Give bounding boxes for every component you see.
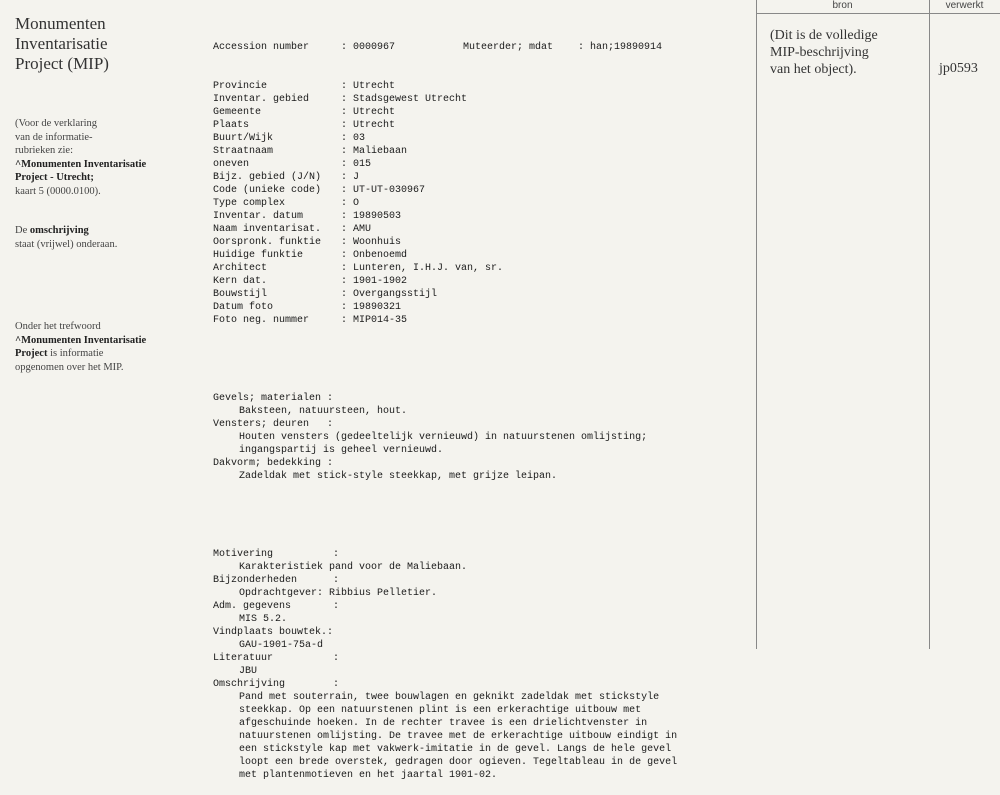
bron-note (770, 27, 920, 78)
section-heading: Bijzonderheden : (213, 575, 340, 586)
column-divider (929, 0, 930, 649)
section-list-2 (213, 548, 748, 782)
field-label: Datum foto (213, 302, 274, 313)
bron-line: (Dit is de volledige (770, 28, 878, 43)
field-label: Code (unieke code) (213, 185, 322, 196)
field-value: : J (341, 172, 360, 183)
field-label: Buurt/Wijk (213, 133, 274, 144)
field-value: : O (341, 198, 360, 209)
field-value: : Stadsgewest Utrecht (341, 94, 468, 105)
sidebar (15, 14, 185, 373)
section-body: Karakteristiek pand voor de Maliebaan. (239, 562, 468, 573)
field-label: Accession number (213, 42, 310, 53)
section-body: Zadeldak met stick-style steekkap, met grijze leipan. (239, 471, 558, 482)
section-body: GAU-1901-75a-d (239, 640, 324, 651)
note-bold: Project (15, 348, 48, 359)
field-list (213, 80, 748, 327)
field-value: : Utrecht (341, 107, 396, 118)
sidebar-title (15, 14, 185, 74)
bron-line: van het object). (770, 62, 857, 77)
note-line: van de informatie- (15, 131, 93, 143)
field-value: : 03 (341, 133, 366, 144)
field-label: oneven (213, 159, 250, 170)
field-label: Kern dat. (213, 276, 268, 287)
record-row (213, 236, 748, 249)
section-body: Pand met souterrain, twee bouwlagen en geknikt zadeldak met stickstyle steekkap. Op een natuurstenen plint is een erkerachtige uitbouw met afgeschuinde hoeken. In de rechter travee is een drielichtvenster in natuurstenen omlijsting. De travee met de erkerachtige uitbouw eindigt in een stickstyle kap met vakwerk-imitatie in de gevel. Langs de hele gevel loopt een brede overstek, gedragen door ogieven. Tegeltableau in de gevel met plantenmotieven en het jaartal 1901-02. (239, 692, 678, 781)
section-body: Houten vensters (gedeeltelijk vernieuwd) in natuurstenen omlijsting; ingangspartij is geheel vernieuwd. (239, 432, 648, 456)
record-row (213, 223, 748, 236)
section-body: MIS 5.2. (239, 614, 288, 625)
section-list-1 (213, 392, 748, 483)
field-label: Architect (213, 263, 268, 274)
title-line: Monumenten (15, 14, 106, 33)
note-bold: ^Monumenten Inventarisatie (15, 334, 147, 346)
record-row (213, 184, 748, 197)
keyword-note (15, 320, 146, 374)
record-row (213, 301, 748, 314)
record-row (213, 314, 748, 327)
record-row (213, 262, 748, 275)
field-value: : 19890321 (341, 302, 402, 313)
record-main (213, 15, 748, 795)
section-body: Opdrachtgever: Ribbius Pelletier. (239, 588, 438, 599)
note-bold: ^Monumenten Inventarisatie (15, 158, 147, 170)
record-row (213, 275, 748, 288)
field-value: : 19890503 (341, 211, 402, 222)
note-line: Onder het trefwoord (15, 321, 101, 332)
column-header-bron: bron (832, 0, 853, 11)
field-label: Bijz. gebied (J/N) (213, 172, 322, 183)
note-bold: Project - Utrecht; (15, 172, 94, 183)
column-header-verwerkt: verwerkt (945, 0, 984, 11)
record-row (213, 93, 748, 106)
field-label: Inventar. datum (213, 211, 304, 222)
field-label: Oorspronk. funktie (213, 237, 322, 248)
record-row (213, 145, 748, 158)
field-value: : Overgangsstijl (341, 289, 438, 300)
note-bold: omschrijving (29, 225, 89, 236)
field-value: : MIP014-35 (341, 315, 408, 326)
field-label: Type complex (213, 198, 286, 209)
section-heading: Vindplaats bouwtek.: (213, 627, 334, 638)
field-label: Straatnaam (213, 146, 274, 157)
record-row (213, 197, 748, 210)
column-divider (756, 0, 757, 649)
field-value: : Utrecht (341, 120, 396, 131)
bron-line: MIP-beschrijving (770, 45, 869, 60)
field-label: Huidige funktie (213, 250, 304, 261)
note-text: is informatie (47, 348, 104, 359)
field-value: : UT-UT-030967 (341, 185, 426, 196)
field-label: Provincie (213, 81, 268, 92)
note-line: (Voor de verklaring (15, 118, 98, 129)
field-value: : AMU (341, 224, 372, 235)
field-value: : Utrecht (341, 81, 396, 92)
field-label: Bouwstijl (213, 289, 268, 300)
extra-label: Muteerder; mdat (463, 42, 554, 53)
section-heading: Motivering : (213, 549, 340, 560)
section-body: JBU (239, 666, 258, 677)
header-divider (756, 13, 1000, 14)
field-label: Inventar. gebied (213, 94, 310, 105)
record-row (213, 132, 748, 145)
note-line: rubrieken zie: (15, 145, 74, 156)
field-value: : Lunteren, I.H.J. van, sr. (341, 263, 504, 274)
note-line: kaart 5 (0000.0100). (15, 185, 101, 197)
section-heading: Vensters; deuren : (213, 419, 334, 430)
note-line: staat (vrijwel) onderaan. (15, 238, 118, 250)
note-line: opgenomen over het MIP. (15, 361, 124, 373)
field-label: Plaats (213, 120, 250, 131)
field-value: : Maliebaan (341, 146, 408, 157)
record-row (213, 171, 748, 184)
note-text: De (15, 225, 30, 236)
extra-value: : han;19890914 (578, 42, 663, 53)
record-row (213, 106, 748, 119)
title-line: Inventarisatie (15, 34, 108, 53)
section-heading: Omschrijving : (213, 679, 340, 690)
field-label: Gemeente (213, 107, 262, 118)
record-row-accession (213, 41, 748, 54)
field-value: : 1901-1902 (341, 276, 408, 287)
section-heading: Literatuur : (213, 653, 340, 664)
record-row (213, 80, 748, 93)
record-row (213, 210, 748, 223)
record-row (213, 119, 748, 132)
section-heading: Adm. gegevens : (213, 601, 340, 612)
record-row (213, 158, 748, 171)
field-value: : 0000967 (341, 42, 396, 53)
field-label: Foto neg. nummer (213, 315, 310, 326)
field-value: : Onbenoemd (341, 250, 408, 261)
field-label: Naam inventarisat. (213, 224, 322, 235)
record-row (213, 288, 748, 301)
field-value: : Woonhuis (341, 237, 402, 248)
section-heading: Dakvorm; bedekking : (213, 458, 334, 469)
section-body: Baksteen, natuursteen, hout. (239, 406, 408, 417)
description-note (15, 224, 117, 251)
legend-note (15, 117, 146, 198)
field-value: : 015 (341, 159, 372, 170)
title-line: Project (MIP) (15, 54, 109, 73)
record-row (213, 249, 748, 262)
verwerkt-value: jp0593 (939, 61, 978, 76)
section-heading: Gevels; materialen : (213, 393, 334, 404)
